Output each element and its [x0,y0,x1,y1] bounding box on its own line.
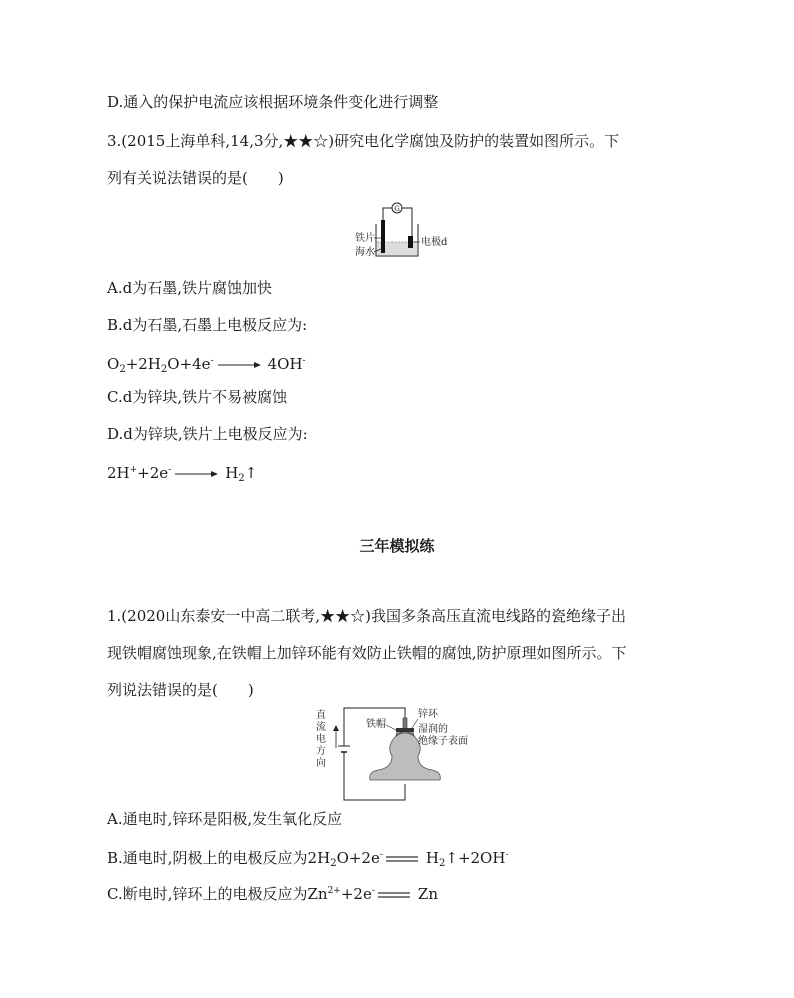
direction-char: 直 [316,710,326,721]
reaction-arrow-icon [218,360,262,370]
q3-stem-line2: 列有关说法错误的是( ) [107,169,284,187]
q1-stem-line2: 现铁帽腐蚀现象,在铁帽上加锌环能有效防止铁帽的腐蚀,防护原理如图所示。下 [107,644,627,662]
direction-char: 向 [316,758,326,769]
cap-label: 铁帽 [366,719,386,730]
equals-sign-icon [386,855,418,863]
q3-stem-line1: 3.(2015上海单科,14,3分,★★☆)研究电化学腐蚀及防护的装置如图所示。下 [107,132,620,150]
zinc-ring [396,728,414,732]
q1-option-b: B.通电时,阴极上的电极反应为$2H_2O+2e^-$ $H_2↑+2OH^-$ [107,849,509,869]
electrode-d [408,236,413,248]
iron-plate [381,220,385,253]
q1-option-c: C.断电时,锌环上的电极反应为$Zn^{2+}+2e^-$ Zn [107,885,438,903]
direction-char: 流 [316,722,326,733]
q1-stem-line3: 列说法错误的是( ) [107,681,254,699]
option-d-prev: D.通入的保护电流应该根据环境条件变化进行调整 [107,93,439,111]
q3-option-a: A.d为石墨,铁片腐蚀加快 [107,279,272,297]
galvanometer-label: G [394,205,400,213]
seawater-label: 海水 [355,247,375,258]
q1-stem-line1: 1.(2020山东泰安一中高二联考,★★☆)我国多条高压直流电线路的瓷绝缘子出 [107,607,626,625]
section-title: 三年模拟练 [359,537,435,555]
q3-corrosion-apparatus [352,198,462,262]
reaction-arrow-icon [175,469,219,479]
surface-label-1: 湿润的 [418,724,448,735]
q3-option-d: D.d为锌块,铁片上电极反应为: [107,425,308,443]
q1-option-a: A.通电时,锌环是阳极,发生氧化反应 [107,810,343,828]
electrode-label: 电极d [421,237,448,248]
surface-label-2: 绝缘子表面 [418,736,468,747]
equals-sign-icon [378,891,410,899]
q3-option-b-equation: $O_2+2H_2O+4e^-$ 4OH- [107,355,306,375]
direction-char: 方 [316,746,326,757]
q3-option-d-equation: 2H++2e- $H_2↑$ [107,464,258,484]
q3-option-b: B.d为石墨,石墨上电极反应为: [107,316,308,334]
iron-label: 铁片 [355,233,375,244]
q3-option-c: C.d为锌块,铁片不易被腐蚀 [107,388,288,406]
q1-insulator-diagram [310,704,480,802]
direction-char: 电 [316,734,326,745]
ring-label: 锌环 [418,709,438,720]
